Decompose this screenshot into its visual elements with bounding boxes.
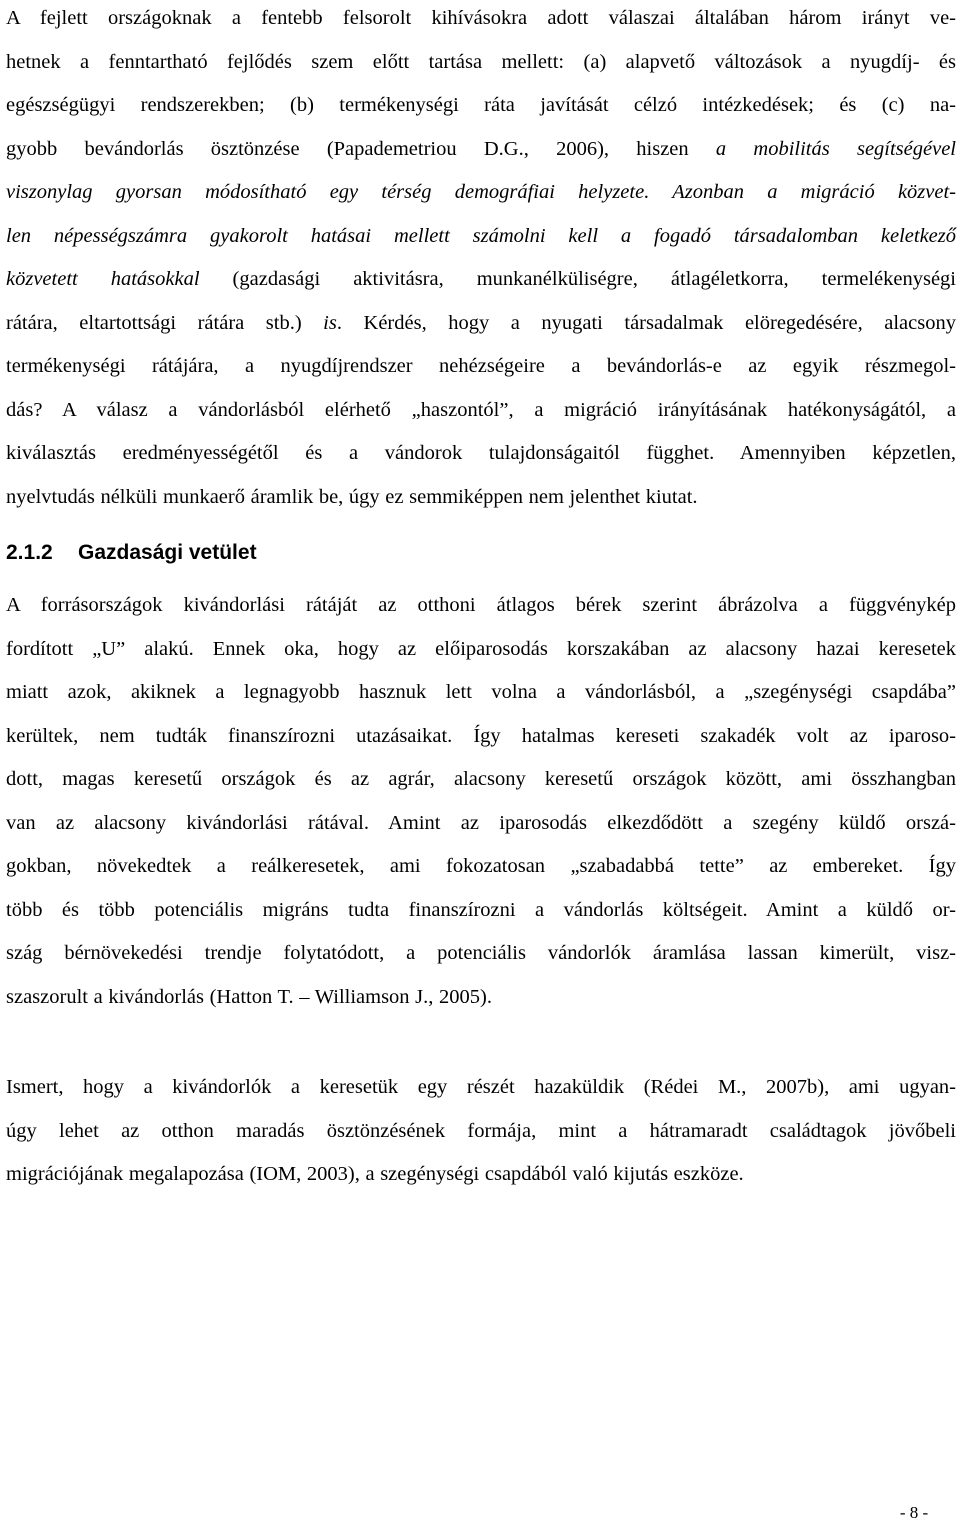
page-number-label: - 8 - [899, 1503, 929, 1522]
text-line: A fejlett országoknak a fentebb felsorolt kihívásokra adott válaszai általában három irányt ve- [6, 7, 956, 29]
text-line [6, 215, 956, 259]
text-line: hetnek a fenntartható fejlődés szem előtt tartása mellett: (a) alapvető változások a nyugdíj- és [6, 50, 956, 73]
text-line: fordított „U” alakú. Ennek oka, hogy az előiparosodás korszakában az alacsony hazai keresetek [6, 637, 956, 660]
text-line: egészségügyi rendszerekben; (b) termékenységi ráta javítását célzó intézkedések; és (c) na- [6, 94, 956, 116]
text-line: migrációjának megalapozása (IOM, 2003), a szegénységi csapdából való kijutás eszköze. [6, 1163, 744, 1185]
paragraph-intro [6, 0, 956, 519]
paragraph-remittances [6, 1066, 956, 1197]
text-line: úgy lehet az otthon maradás ösztönzésének formája, mint a hátramaradt családtagok jövőbeli [6, 1119, 956, 1142]
text-line: szág bérnövekedési trendje folytatódott, a potenciális vándorlók áramlása lassan kimerült, visz- [6, 942, 956, 964]
section-number: 2.1.2 [6, 541, 53, 564]
text-line: kiválasztás eredményességétől és a vándorok tulajdonságaitól függhet. Amennyiben képzetlen, [6, 442, 956, 464]
text-line: A forrásországok kivándorlási rátáját az otthoni átlagos bérek szerint ábrázolva a függvénykép [6, 594, 956, 616]
text-line [6, 171, 956, 215]
text-line: van az alacsony kivándorlási rátával. Amint az iparosodás elkezdődött a szegény küldő orszá- [6, 811, 956, 834]
italic-text-run: len népességszámra gyakorolt hatásai mellett számolni kell a fogadó társadalomban keletkező [6, 224, 956, 247]
text-line: Ismert, hogy a kivándorlók a keresetük egy részét hazaküldik (Rédei M., 2007b), ami ugyan- [6, 1076, 956, 1098]
italic-text-run: közvetett hatásokkal [6, 268, 200, 290]
text-run: gyobb bevándorlás ösztönzése (Papademetriou D.G., 2006), hiszen [6, 137, 716, 160]
text-line: miatt azok, akiknek a legnagyobb hasznuk lett volna a vándorlásból, a „szegénységi csapdába” [6, 681, 956, 703]
section-title: Gazdasági vetület [78, 541, 257, 564]
section-heading [6, 535, 257, 571]
text-line: termékenységi rátájára, a nyugdíjrendszer nehézségeire a bevándorlás-e az egyik részmegol- [6, 355, 956, 377]
text-line: több és több potenciális migráns tudta finanszírozni a vándorlás költségeit. Amint a küldő or- [6, 898, 956, 921]
text-line [6, 128, 956, 172]
text-line: gokban, növekedtek a reálkeresetek, ami fokozatosan „szabadabbá tette” az embereket. Így [6, 855, 956, 877]
page-number [0, 1501, 940, 1525]
text-run: . Kérdés, hogy a nyugati társadalmak elöregedésére, alacsony [336, 311, 956, 334]
text-run: rátára, eltartottsági rátára stb.) [6, 311, 324, 334]
text-line: dott, magas keresetű országok és az agrár, alacsony keresetű országok között, ami összhangban [6, 768, 956, 790]
italic-text-run: is [323, 311, 337, 334]
text-line [6, 258, 956, 302]
paragraph-economic [6, 584, 956, 1019]
italic-text-run: Azonban a migráció közvet- [649, 181, 956, 203]
italic-text-run: a mobilitás segítségével [715, 137, 956, 160]
text-line: nyelvtudás nélküli munkaerő áramlik be, úgy ez semmiképpen nem jelenthet kiutat. [6, 485, 698, 508]
text-run: (gazdasági aktivitásra, munkanélküliségre, átlagéletkorra, termelékenységi [199, 268, 956, 290]
italic-text-run: viszonylag gyorsan módosítható egy térség demográfiai helyzete. [6, 181, 650, 203]
text-line [6, 302, 956, 346]
text-line: dás? A válasz a vándorlásból elérhető „haszontól”, a migráció irányításának hatékonyságától, a [6, 398, 956, 421]
text-line: szaszorult a kivándorlás (Hatton T. – Williamson J., 2005). [6, 985, 492, 1008]
text-line: kerültek, nem tudták finanszírozni utazásaikat. Így hatalmas kereseti szakadék volt az iparoso- [6, 724, 956, 747]
